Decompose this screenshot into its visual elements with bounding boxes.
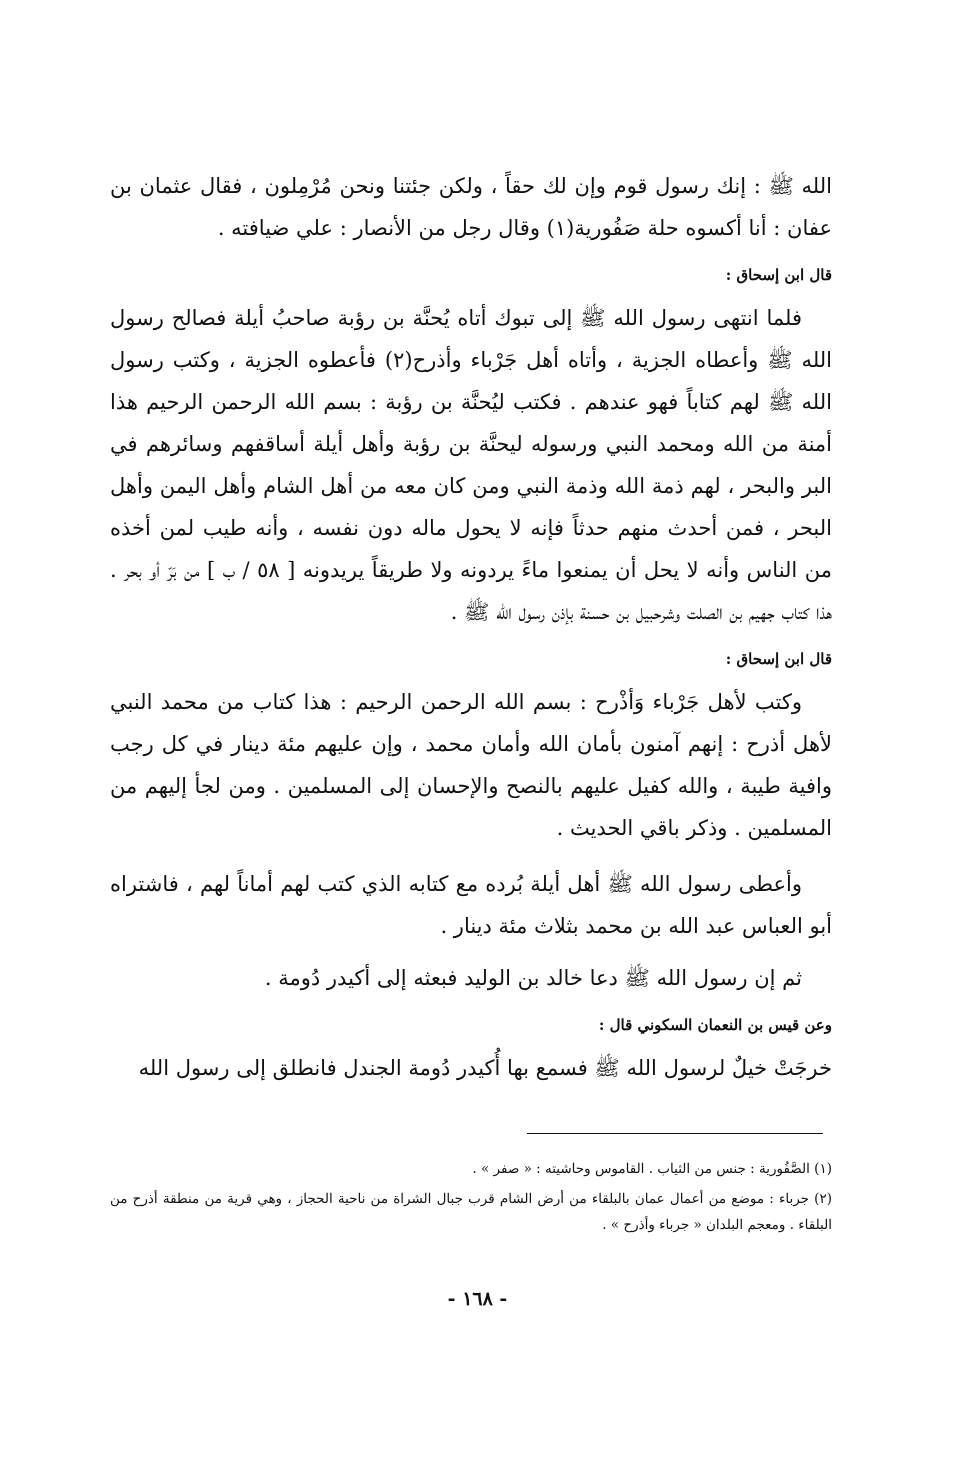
paragraph-5: ثم إن رسول الله ﷺ دعا خالد بن الوليد فبعثه إلى أكيدر دُومة . bbox=[264, 966, 802, 990]
heading-qays: وعن قيس بن النعمان السكوني قال : bbox=[598, 1016, 832, 1034]
paragraph-1: الله ﷺ : إنك رسول قوم وإن لك حقاً ، ولكن جئتنا ونحن مُرْمِلون ، فقال عثمان بن عفان : أنا أكسوه حلة صَفُورية(١) وقال رجل من الأنصار : علي ضيافته . bbox=[110, 174, 832, 240]
paragraph-2: فلما انتهى رسول الله ﷺ إلى تبوك أتاه يُحنَّة بن رؤبة صاحبُ أيلة فصالح رسول الله ﷺ وأعطاه الجزية ، وأتاه أهل جَرْباء وأذرح(٢) فأعطوه الجزية ، وكتب رسول الله ﷺ لهم كتاباً فهو عندهم . فكتب ليُحنَّة بن رؤبة : بسم الله الرحمن الرحيم هذا أمنة من الله ومحمد النبي ورسوله ليحنَّة بن رؤبة وأهل أيلة أساقفهم وسائرهم في البر والبحر ، لهم ذمة الله وذمة النبي ومن كان معه من أهل الشام وأهل اليمن وأهل البحر ، فمن أحدث منهم حدثاً فإنه لا يحول ماله دون نفسه ، وأنه طيب لمن أخذه من الناس وأنه لا يحل أن يمنعوا ماءً يردونه ولا طريقاً يريدونه [ ٥٨ / ب ] من بَرّ أو بحر . هذا كتاب جهيم بن الصلت وشرحبيل بن حسنة بإذن رسول الله ﷺ . bbox=[110, 306, 832, 624]
paragraph-6: خرجَتْ خيلٌ لرسول الله ﷺ فسمع بها أُكيدر دُومة الجندل فانطلق إلى رسول الله bbox=[138, 1056, 832, 1080]
paragraph-3: وكتب لأهل جَرْباء وَأذْرح : بسم الله الرحمن الرحيم : هذا كتاب من محمد النبي لأهل أذرح : إنهم آمنون بأمان الله وأمان محمد ، وإن عليهم مئة دينار في كل رجب وافية طيبة ، والله كفيل عليهم بالنصح والإحسان إلى المسلمين . ومن لجأ إليهم من المسلمين . وذكر باقي الحديث . bbox=[110, 690, 832, 840]
footnote-2: (٢) جرباء : موضع من أعمال عمان بالبلقاء من أرض الشام قرب جبال الشراة من ناحية الحجاز ، وهي قرية من منطقة أذرح من البلقاء . ومعجم البلدان « جرباء وأذرح » . bbox=[110, 1191, 832, 1233]
paragraph-4: وأعطى رسول الله ﷺ أهل أيلة بُرده مع كتابه الذي كتب لهم أماناً لهم ، فاشتراه أبو العباس عبد الله بن محمد بثلاث مئة دينار . bbox=[110, 872, 832, 938]
footnote-1: (١) الصَّفُورية : جنس من الثياب . القاموس وحاشيته : « صفر » . bbox=[472, 1161, 832, 1177]
page-number: - ١٦٨ - bbox=[447, 1288, 508, 1310]
footnotes bbox=[110, 1156, 832, 1238]
main-text bbox=[110, 165, 832, 1089]
heading-ibn-ishaq-2: قال ابن إسحاق : bbox=[725, 650, 832, 668]
spacer bbox=[110, 947, 832, 957]
footnote-separator bbox=[527, 1133, 823, 1134]
heading-ibn-ishaq-1: قال ابن إسحاق : bbox=[725, 266, 832, 284]
spacer bbox=[110, 849, 832, 863]
